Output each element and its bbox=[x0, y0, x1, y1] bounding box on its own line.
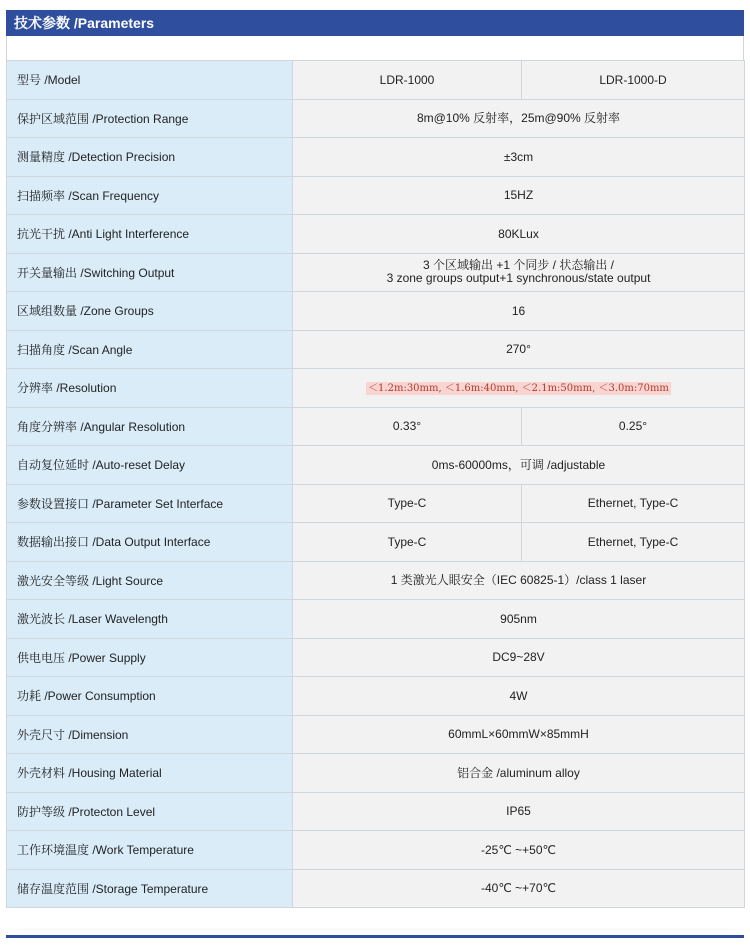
table-row bbox=[7, 99, 745, 138]
value-cell: DC9~28V bbox=[293, 638, 745, 677]
row-label: 激光波长 /Laser Wavelength bbox=[7, 600, 293, 639]
row-label: 分辨率 /Resolution bbox=[7, 369, 293, 408]
value-cell: LDR-1000-D bbox=[522, 61, 745, 100]
row-label: 扫描频率 /Scan Frequency bbox=[7, 176, 293, 215]
value-cell: 905nm bbox=[293, 600, 745, 639]
value-cell: -40℃ ~+70℃ bbox=[293, 869, 745, 908]
row-label: 角度分辨率 /Angular Resolution bbox=[7, 407, 293, 446]
value-cell: 16 bbox=[293, 292, 745, 331]
value-cell: LDR-1000 bbox=[293, 61, 522, 100]
bottom-divider bbox=[6, 935, 744, 938]
row-label: 储存温度范围 /Storage Temperature bbox=[7, 869, 293, 908]
row-label: 参数设置接口 /Parameter Set Interface bbox=[7, 484, 293, 523]
value-cell: -25℃ ~+50℃ bbox=[293, 831, 745, 870]
value-cell: 15HZ bbox=[293, 176, 745, 215]
value-cell: 270° bbox=[293, 330, 745, 369]
table-row bbox=[7, 138, 745, 177]
value-cell: 60mmL×60mmW×85mmH bbox=[293, 715, 745, 754]
table-row bbox=[7, 292, 745, 331]
table-row bbox=[7, 831, 745, 870]
table-row bbox=[7, 253, 745, 292]
table-row bbox=[7, 407, 745, 446]
table-row bbox=[7, 369, 745, 408]
value-cell: 1 类激光人眼安全（IEC 60825-1）/class 1 laser bbox=[293, 561, 745, 600]
value-cell: 铝合金 /aluminum alloy bbox=[293, 754, 745, 793]
table-row bbox=[7, 754, 745, 793]
value-line: 3 zone groups output+1 synchronous/state output bbox=[386, 271, 651, 286]
table-row bbox=[7, 600, 745, 639]
table-row bbox=[7, 176, 745, 215]
table-row bbox=[7, 677, 745, 716]
value-cell: Type-C bbox=[293, 484, 522, 523]
value-cell bbox=[293, 253, 745, 292]
value-cell: 0.25° bbox=[522, 407, 745, 446]
row-label: 测量精度 /Detection Precision bbox=[7, 138, 293, 177]
row-label: 供电电压 /Power Supply bbox=[7, 638, 293, 677]
row-label: 扫描角度 /Scan Angle bbox=[7, 330, 293, 369]
row-label: 区域组数量 /Zone Groups bbox=[7, 292, 293, 331]
row-label: 数据输出接口 /Data Output Interface bbox=[7, 523, 293, 562]
value-cell: Type-C bbox=[293, 523, 522, 562]
table-row bbox=[7, 61, 745, 100]
row-label: 工作环境温度 /Work Temperature bbox=[7, 831, 293, 870]
header-spacer bbox=[6, 36, 744, 60]
table-row bbox=[7, 330, 745, 369]
table-row bbox=[7, 484, 745, 523]
value-cell: ±3cm bbox=[293, 138, 745, 177]
table-row bbox=[7, 715, 745, 754]
table-row bbox=[7, 215, 745, 254]
row-label: 型号 /Model bbox=[7, 61, 293, 100]
value-cell: Ethernet, Type-C bbox=[522, 484, 745, 523]
row-label: 激光安全等级 /Light Source bbox=[7, 561, 293, 600]
value-line: 3 个区域输出 +1 个同步 / 状态输出 / bbox=[422, 258, 615, 273]
table-row bbox=[7, 792, 745, 831]
value-cell: 8m@10% 反射率，25m@90% 反射率 bbox=[293, 99, 745, 138]
page-title: 技术参数 /Parameters bbox=[6, 10, 744, 36]
highlighted-value: ＜1.2m:30mm, ＜1.6m:40mm, ＜2.1m:50mm, ＜3.0m:70mm bbox=[368, 382, 669, 394]
table-row bbox=[7, 523, 745, 562]
row-label: 功耗 /Power Consumption bbox=[7, 677, 293, 716]
row-label: 外壳尺寸 /Dimension bbox=[7, 715, 293, 754]
table-row bbox=[7, 638, 745, 677]
value-cell: 0.33° bbox=[293, 407, 522, 446]
value-cell: IP65 bbox=[293, 792, 745, 831]
value-cell: Ethernet, Type-C bbox=[522, 523, 745, 562]
table-row bbox=[7, 869, 745, 908]
value-cell: 80KLux bbox=[293, 215, 745, 254]
row-label: 自动复位延时 /Auto-reset Delay bbox=[7, 446, 293, 485]
row-label: 抗光干扰 /Anti Light Interference bbox=[7, 215, 293, 254]
value-cell: 4W bbox=[293, 677, 745, 716]
value-cell bbox=[293, 369, 745, 408]
row-label: 保护区域范围 /Protection Range bbox=[7, 99, 293, 138]
value-cell: 0ms-60000ms，可调 /adjustable bbox=[293, 446, 745, 485]
table-row bbox=[7, 561, 745, 600]
table-row bbox=[7, 446, 745, 485]
row-label: 开关量输出 /Switching Output bbox=[7, 253, 293, 292]
parameters-table bbox=[6, 60, 745, 908]
row-label: 防护等级 /Protecton Level bbox=[7, 792, 293, 831]
row-label: 外壳材料 /Housing Material bbox=[7, 754, 293, 793]
